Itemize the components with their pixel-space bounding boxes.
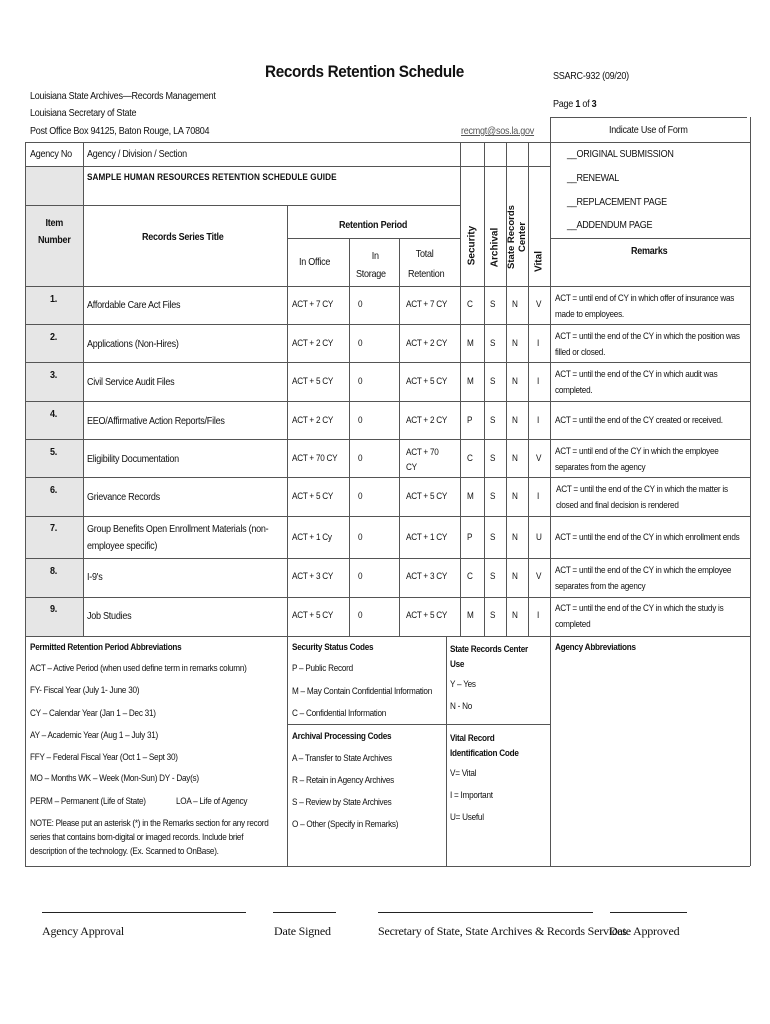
legend-item: S – Review by State Archives [292,797,392,808]
legend-item: FY- Fiscal Year (July 1- June 30) [30,685,140,696]
archival-code[interactable]: S [490,491,496,502]
column-total-retention: Total Retention [408,248,445,280]
page-prefix: Page [553,98,574,110]
option-renewal[interactable]: __RENEWAL [567,172,620,184]
total-retention[interactable]: ACT + 2 CY [406,415,448,426]
security-code[interactable]: C [467,299,473,310]
security-code[interactable]: C [467,571,473,582]
item-number: 8. [50,565,58,577]
series-title[interactable]: Applications (Non-Hires) [87,338,179,350]
remarks[interactable]: ACT = until the end of the CY in which enrollment ends [555,532,740,543]
form-title: Records Retention Schedule [265,62,464,81]
src-code[interactable]: N [512,376,518,387]
remarks[interactable]: ACT = until the end of the CY in which audit was completed. [555,369,718,396]
column-in-storage: In Storage [356,250,386,280]
page-of: of [582,98,590,110]
item-number: 7. [50,522,58,534]
remarks[interactable]: ACT = until the end of the CY in which the study is completed [555,603,724,630]
in-office[interactable]: ACT + 7 CY [292,299,334,310]
src-code[interactable]: N [512,610,518,621]
remarks[interactable]: ACT = until end of CY in which offer of insurance was made to employees. [555,293,735,320]
column-retention-period: Retention Period [339,219,408,231]
src-code[interactable]: N [512,571,518,582]
series-title[interactable]: Affordable Care Act Files [87,299,181,311]
security-code[interactable]: M [467,376,474,387]
vital-code[interactable]: U [536,532,542,543]
remarks[interactable]: ACT = until the end of the CY in which the matter is closed and final decision is rendered [556,484,728,511]
vital-code[interactable]: I [537,376,540,387]
agency-department: Louisiana Secretary of State [30,107,137,119]
agency-approval-label: Agency Approval [42,924,124,938]
security-code[interactable]: M [467,610,474,621]
column-state-records-center: State Records Center [506,205,528,269]
series-title[interactable]: I-9's [87,571,103,583]
remarks[interactable]: ACT = until the end of the CY in which the position was filled or closed. [555,331,740,358]
page-indicator [550,93,747,118]
form-number: SSARC-932 (09/20) [553,70,629,82]
series-title[interactable]: Civil Service Audit Files [87,376,175,388]
security-code[interactable]: M [467,491,474,502]
legend-item: MO – Months WK – Week (Mon-Sun) DY - Day(s) [30,773,199,784]
date-signed-label: Date Signed [274,924,331,938]
legend-item: Y – Yes [450,679,476,690]
vital-code[interactable]: I [537,491,540,502]
archival-code[interactable]: S [490,571,496,582]
legend-item: R – Retain in Agency Archives [292,775,394,786]
in-office[interactable]: ACT + 2 CY [292,338,334,349]
series-title[interactable]: Eligibility Documentation [87,453,179,465]
src-code[interactable]: N [512,415,518,426]
security-code[interactable]: C [467,453,473,464]
security-code[interactable]: P [467,532,473,543]
item-number: 4. [50,408,58,420]
in-storage[interactable]: 0 [358,299,363,310]
total-retention[interactable]: ACT + 7 CY [406,299,448,310]
src-title: State Records Center Use [450,644,528,670]
agency-name: Louisiana State Archives—Records Management [30,90,216,102]
column-item-number: Item Number [38,217,71,246]
option-original-submission[interactable]: __ORIGINAL SUBMISSION [567,148,674,160]
series-title[interactable]: Job Studies [87,610,132,622]
division-label: Agency / Division / Section [87,148,187,160]
option-replacement-page[interactable]: __REPLACEMENT PAGE [567,196,667,208]
archival-code[interactable]: S [490,453,496,464]
in-office[interactable]: ACT + 1 Cy [292,532,332,543]
archival-code[interactable]: S [490,532,496,543]
series-title[interactable]: Group Benefits Open Enrollment Materials (non- employee specific) [87,523,269,552]
total-retention[interactable]: ACT + 3 CY [406,571,448,582]
archival-code[interactable]: S [490,299,496,310]
src-code[interactable]: N [512,338,518,349]
src-code[interactable]: N [512,532,518,543]
legend-item: ACT – Active Period (when used define term in remarks column) [30,663,247,674]
legend-item: I = Important [450,790,493,801]
vital-code[interactable]: I [537,610,540,621]
legend-item: M – May Contain Confidential Information [292,686,432,697]
note-line: series that contains born-digital or imaged records. Include brief [30,832,244,843]
column-remarks: Remarks [631,245,668,257]
legend-item: U= Useful [450,812,484,823]
total-retention[interactable]: ACT + 5 CY [406,491,448,502]
in-office[interactable]: ACT + 5 CY [292,376,334,387]
in-office[interactable]: ACT + 5 CY [292,610,334,621]
in-storage[interactable]: 0 [358,571,363,582]
note-line: NOTE: Please put an asterisk (*) in the Remarks section for any record [30,818,269,829]
legend-item: PERM – Permanent (Life of State) [30,796,146,807]
in-storage[interactable]: 0 [358,491,363,502]
remarks[interactable]: ACT = until end of the CY in which the employee separates from the agency [555,446,719,473]
vital-code[interactable]: I [537,415,540,426]
total-retention[interactable]: ACT + 5 CY [406,376,448,387]
src-code[interactable]: N [512,453,518,464]
security-title: Security Status Codes [292,642,374,653]
legend-item: A – Transfer to State Archives [292,753,392,764]
vital-code[interactable]: V [536,299,542,310]
vital-title: Vital Record Identification Code [450,733,519,759]
page-number: 1 [575,98,581,110]
legend-item: C – Confidential Information [292,708,387,719]
column-archival: Archival [489,227,501,268]
archival-code[interactable]: S [490,376,496,387]
option-addendum-page[interactable]: __ADDENDUM PAGE [567,219,653,231]
item-number: 9. [50,603,58,615]
in-office[interactable]: ACT + 70 CY [292,453,338,464]
vital-code[interactable]: V [536,571,542,582]
legend-item: CY – Calendar Year (Jan 1 – Dec 31) [30,708,156,719]
column-vital: Vital [533,251,545,272]
series-title[interactable]: Grievance Records [87,491,160,503]
in-storage[interactable]: 0 [358,376,363,387]
vital-code[interactable]: I [537,338,540,349]
in-storage[interactable]: 0 [358,610,363,621]
in-storage[interactable]: 0 [358,415,363,426]
src-code[interactable]: N [512,491,518,502]
legend-item: V= Vital [450,768,477,779]
in-office[interactable]: ACT + 5 CY [292,491,334,502]
agency-no-label: Agency No [30,148,72,160]
in-storage[interactable]: 0 [358,532,363,543]
series-title[interactable]: EEO/Affirmative Action Reports/Files [87,415,225,427]
security-code[interactable]: M [467,338,474,349]
page-total: 3 [591,98,597,110]
agency-address: Post Office Box 94125, Baton Rouge, LA 70804 [30,125,210,137]
agency-abbreviations-title: Agency Abbreviations [555,642,636,653]
src-code[interactable]: N [512,299,518,310]
legend-item: O – Other (Specify in Remarks) [292,819,399,830]
legend-item: LOA – Life of Agency [176,796,248,807]
indicate-use-label: Indicate Use of Form [609,124,688,136]
item-number: 2. [50,331,58,343]
item-number: 5. [50,446,58,458]
archival-code[interactable]: S [490,415,496,426]
secretary-label: Secretary of State, State Archives & Records Services [378,924,627,938]
item-number: 1. [50,293,58,305]
security-code[interactable]: P [467,415,473,426]
note-line: description of the technology. (Ex. Scanned to OnBase). [30,846,219,857]
in-storage[interactable]: 0 [358,338,363,349]
email-address[interactable]: recmgt@sos.la.gov [461,125,535,137]
total-retention[interactable]: ACT + 5 CY [406,610,448,621]
legend-item: AY – Academic Year (Aug 1 – July 31) [30,730,159,741]
column-series-title: Records Series Title [142,231,224,243]
in-office[interactable]: ACT + 3 CY [292,571,334,582]
item-number: 3. [50,369,58,381]
in-storage[interactable]: 0 [358,453,363,464]
in-office[interactable]: ACT + 2 CY [292,415,334,426]
total-retention[interactable]: ACT + 70 CY [406,447,439,473]
legend-item: FFY – Federal Fiscal Year (Oct 1 – Sept 30) [30,752,178,763]
archival-title: Archival Processing Codes [292,731,392,742]
item-number: 6. [50,484,58,496]
legend-item: P – Public Record [292,663,353,674]
division-value[interactable]: SAMPLE HUMAN RESOURCES RETENTION SCHEDULE GUIDE [87,172,337,183]
column-in-office: In Office [299,256,331,268]
total-retention[interactable]: ACT + 1 CY [406,532,448,543]
permitted-title: Permitted Retention Period Abbreviations [30,642,182,653]
remarks[interactable]: ACT = until the end of the CY in which the employee separates from the agency [555,565,732,592]
archival-code[interactable]: S [490,610,496,621]
remarks[interactable]: ACT = until the end of the CY created or received. [555,415,723,426]
legend-item: N - No [450,701,473,712]
archival-code[interactable]: S [490,338,496,349]
vital-code[interactable]: V [536,453,542,464]
column-security: Security [466,225,478,266]
total-retention[interactable]: ACT + 2 CY [406,338,448,349]
date-approved-label: Date Approved [609,924,680,938]
